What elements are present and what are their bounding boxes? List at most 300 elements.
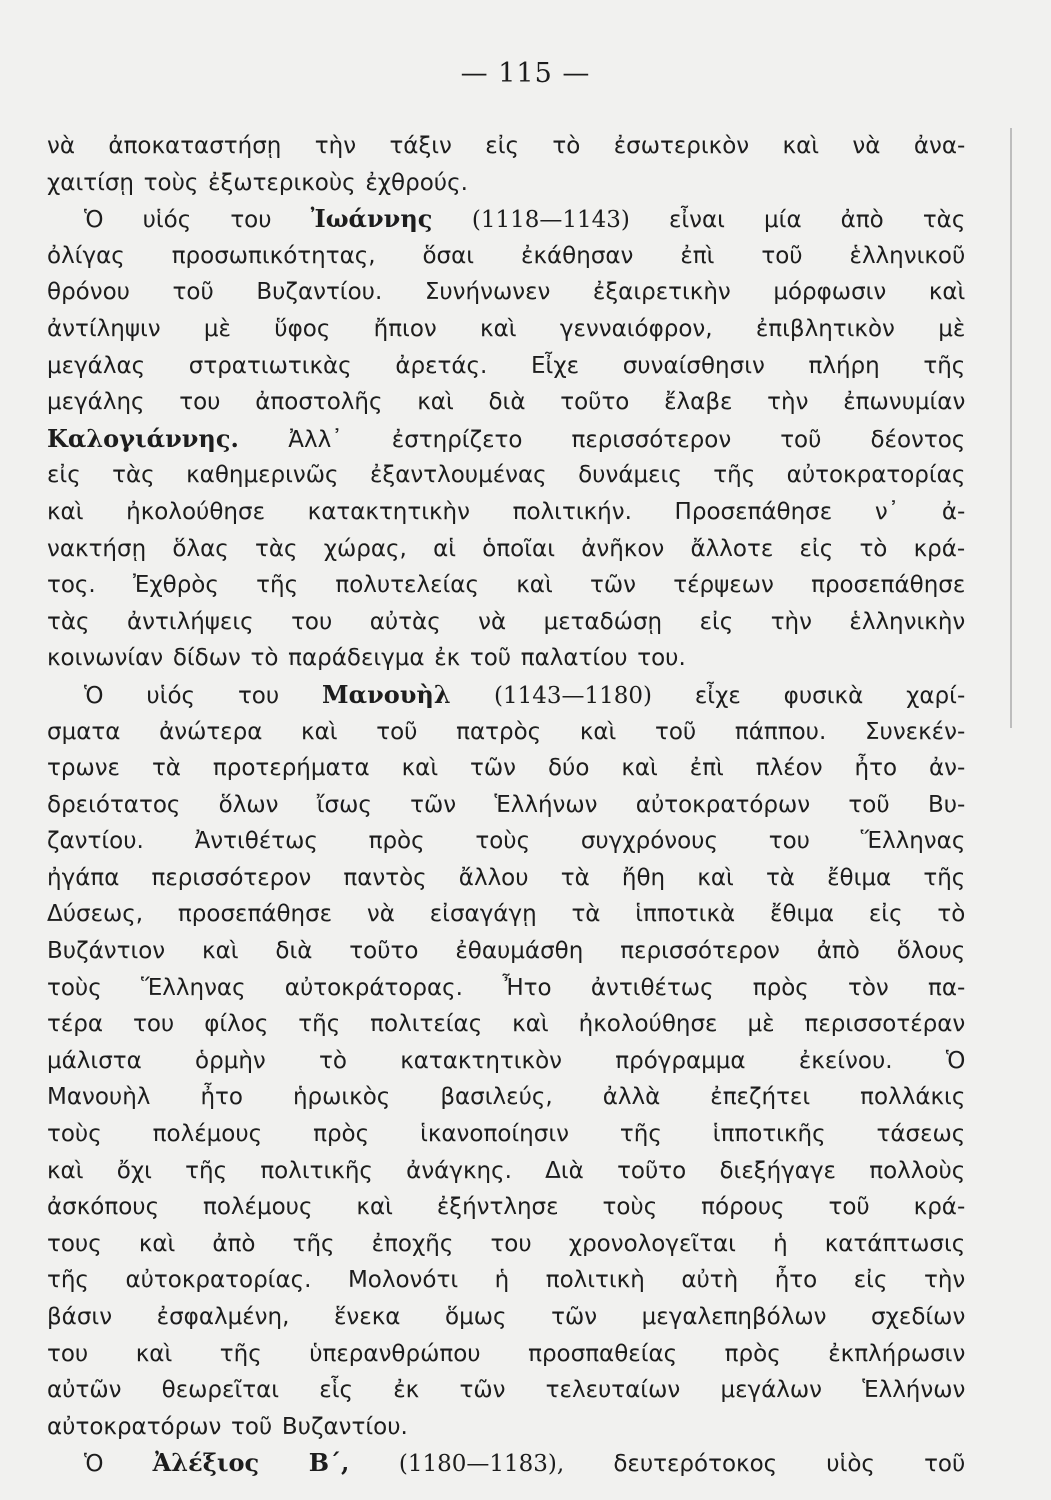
text-line (47, 1116, 975, 1153)
word: τὰς (112, 462, 155, 489)
word: δύο (547, 755, 590, 782)
bold-name: Μανουὴλ (322, 679, 451, 709)
word: ἱπποτικὰ (635, 901, 736, 928)
word: τὴν (923, 1267, 966, 1294)
word: Εἶχε (531, 352, 580, 379)
word: ὕφος (274, 315, 331, 342)
word: τοὺς (143, 169, 199, 196)
word: Δύσεως, (47, 901, 144, 928)
word: τοὺς (47, 974, 102, 1001)
word: δίδων (172, 645, 241, 672)
text-line (47, 1006, 975, 1043)
word: τοῦ (848, 791, 890, 818)
word: νὰ (852, 133, 881, 159)
word: Ὁ (945, 1047, 966, 1074)
word: τὰς (922, 207, 966, 234)
word: τοῦ (655, 718, 697, 745)
word: τὴν (314, 133, 357, 159)
word: τοῦ (376, 718, 418, 745)
word: πολλάκις (860, 1084, 966, 1111)
word: ἀνῆκον (581, 535, 665, 562)
word: ἐπεζήτει (710, 1084, 811, 1111)
word: καὶ (138, 1230, 176, 1257)
word: εἷς (319, 1377, 353, 1404)
word: ἀνώτερα (159, 718, 263, 745)
word: ἀνα- (913, 133, 966, 159)
word: ἐπωνυμίαν (843, 389, 966, 416)
word: Συνήνωνεν (424, 279, 551, 306)
word: περισσότερον (620, 938, 780, 965)
word: ἀντιθέτως (590, 974, 714, 1001)
word: μεγαλεπηβόλων (641, 1304, 827, 1330)
word: χαιτίσῃ (47, 169, 135, 196)
word: Βυζαντίου. (256, 279, 383, 306)
word: μεγάλης (47, 389, 145, 416)
word: εἰς (799, 535, 834, 562)
word: τῶν (459, 1377, 506, 1404)
word: τῶν (410, 791, 457, 818)
word: ἴσως (316, 791, 372, 818)
word: τὴν (767, 389, 809, 416)
word: τοῦ (780, 426, 822, 453)
text-line (47, 238, 975, 275)
page-number: — 115 — (460, 58, 591, 89)
word: φυσικὰ (783, 682, 864, 709)
word: συναίσθησιν (622, 352, 765, 379)
word: ὅλους (896, 938, 966, 965)
word: μόρφωσιν (773, 279, 887, 306)
word: καθημερινῶς (186, 462, 339, 489)
word: ἐξήντλησε (436, 1194, 559, 1221)
word: Ἕλληνας (140, 974, 246, 1001)
word: πολιτικήν. (512, 498, 632, 525)
word: τοὺς (47, 1121, 102, 1148)
word: υἱός (146, 682, 196, 709)
word: Ἑλλήνων (494, 791, 598, 818)
bold-name: Ἀλέξιος (152, 1448, 260, 1478)
word: (1143—1180) (493, 682, 652, 709)
text-line (47, 128, 975, 165)
word: ἐκπλήρωσιν (828, 1340, 966, 1367)
word: τὸ (859, 535, 888, 562)
word: τῆς (298, 1011, 341, 1038)
word: διεξήγαγε (719, 1157, 836, 1184)
word: ἤθη (621, 864, 666, 891)
word: πλέον (755, 755, 823, 782)
word: ἐπὶ (680, 242, 715, 269)
word: νὰ (366, 901, 395, 928)
word: σματα (47, 718, 121, 745)
word: αὐτοκρατορίας (786, 462, 966, 489)
word: αὐτοκρατόρων (47, 1413, 222, 1440)
word: εἰς (853, 1267, 888, 1294)
word: πατρὸς (456, 718, 542, 745)
word: πολιτικὴ (545, 1267, 645, 1294)
word: περισσότερον (151, 864, 312, 891)
word: Ἀντιθέτως (194, 828, 318, 855)
word: Συνεκέν- (864, 718, 966, 745)
word: τῆς (923, 864, 966, 891)
word: (1180—1183), (398, 1451, 565, 1478)
word: ἔλαβε (664, 389, 733, 416)
word: τέρα (47, 1011, 104, 1038)
word: χαρί- (906, 682, 966, 709)
word: ἐπὶ (689, 755, 724, 782)
word: ἑλληνικὴν (849, 608, 966, 635)
word: καὶ (516, 572, 553, 599)
word: ἐποχῆς (371, 1230, 454, 1257)
word: καὶ (697, 864, 734, 891)
word: ν᾽ (874, 498, 900, 525)
word: ἐστηρίζετο (391, 426, 523, 453)
word: καὶ (928, 279, 966, 306)
text-line (47, 274, 975, 311)
word: ἀλλὰ (602, 1084, 661, 1111)
word: τάσεως (876, 1121, 966, 1148)
word: πάππου. (734, 718, 827, 745)
word: κατάπτωσις (824, 1230, 966, 1257)
word: πόρους (701, 1194, 785, 1221)
word: ἐκάθησαν (521, 242, 634, 269)
bold-name: Καλογιάννης. (47, 423, 239, 453)
word: καὶ (47, 498, 84, 525)
text-line (47, 604, 975, 641)
word: μεταδώσῃ (543, 608, 663, 635)
text-line (47, 457, 975, 494)
word: του (133, 1011, 175, 1038)
word: (1118—1143) (471, 207, 630, 234)
word: αὐτοκρατορίας. (125, 1267, 312, 1294)
word: κατακτητικὸν (400, 1047, 562, 1074)
word: ἡ (773, 1230, 788, 1257)
word: τὰς (254, 535, 298, 562)
word: του (47, 1340, 89, 1367)
text-line (47, 311, 975, 348)
word: εἰς (485, 133, 520, 159)
body-text (47, 128, 975, 1482)
word: ἀντίληψιν (47, 315, 161, 342)
text-line (47, 1153, 975, 1190)
word: τοῦτο (617, 1157, 687, 1184)
word: προσεπάθησε (811, 572, 966, 599)
word: συγχρόνους (580, 828, 718, 855)
text-line (47, 165, 975, 202)
word: ἐχθρούς. (365, 169, 468, 196)
bold-name: Β΄, (308, 1448, 350, 1478)
word: του (291, 608, 333, 635)
text-line (47, 494, 975, 531)
bold-name: Ἰωάννης (310, 204, 433, 234)
word: του (768, 828, 810, 855)
word: Ὁ (84, 207, 104, 234)
word: μὲ (203, 315, 231, 342)
word: τῆς (185, 1157, 228, 1184)
text-line (47, 531, 975, 568)
word: τοῦ (761, 242, 803, 269)
word: καὶ (135, 1340, 173, 1367)
word: αἱ (433, 535, 457, 562)
word: ζαντίου. (47, 828, 144, 855)
text-line (47, 384, 975, 421)
word: ὅμως (445, 1304, 507, 1330)
word: ἐξωτερικοὺς (208, 169, 356, 196)
text-line (47, 1043, 975, 1080)
word: αὐτὴ (681, 1267, 739, 1294)
word: τοῦ (231, 1413, 273, 1440)
word: ἠκολούθησε (578, 1011, 718, 1038)
word: Ἀλλ᾽ (288, 426, 343, 453)
text-line (47, 750, 975, 787)
word: ἦτο (774, 1267, 818, 1294)
word: βασιλεύς, (440, 1084, 553, 1111)
word: υἱὸς (826, 1451, 875, 1478)
word: ἀ- (941, 498, 966, 525)
word: Διὰ (545, 1157, 584, 1184)
word: ὄχι (116, 1157, 152, 1184)
word: στρατιωτικὰς (188, 352, 352, 379)
word: ἡ (494, 1267, 510, 1294)
word: νὰ (47, 133, 76, 159)
word: αὐτὰς (369, 608, 441, 635)
text-line (47, 677, 975, 714)
word: του. (637, 645, 686, 672)
word: τοῦ (172, 279, 214, 306)
word: ἐκείνου. (798, 1047, 893, 1074)
word: τὸ (250, 645, 279, 672)
word: τῶν (470, 755, 517, 782)
word: μάλιστα (47, 1047, 142, 1074)
word: κρά- (913, 1194, 966, 1221)
word: θεωρεῖται (161, 1377, 280, 1404)
word: πολιτείας (370, 1011, 483, 1038)
word: ἀντιλήψεις (126, 608, 254, 635)
word: τοῦ (924, 1451, 966, 1478)
word: τὰ (571, 901, 601, 928)
word: πρὸς (368, 828, 425, 855)
word: πολιτικῆς (260, 1157, 373, 1184)
word: ὑπερανθρώπου (309, 1340, 481, 1367)
word: τῆς (47, 1267, 89, 1294)
text-line (47, 896, 975, 933)
word: τοῦτο (560, 389, 630, 416)
word: Προσεπάθησε (674, 498, 833, 525)
word: πα- (927, 974, 966, 1001)
word: δέοντος (870, 426, 966, 453)
word: τῆς (256, 572, 299, 599)
word: τὰ (765, 864, 795, 891)
text-line (47, 201, 975, 238)
word: ἠκολούθησε (126, 498, 266, 525)
word: μὲ (938, 315, 966, 342)
word: μεγάλων (720, 1377, 822, 1404)
text-line (47, 933, 975, 970)
word: τοῦ (469, 645, 512, 672)
word: κατακτητικὴν (307, 498, 470, 525)
text-line (47, 640, 975, 677)
word: παντὸς (343, 864, 427, 891)
word: ἀπὸ (212, 1230, 256, 1257)
word: τοὺς (602, 1194, 658, 1221)
word: τάξιν (389, 133, 452, 159)
word: καὶ (417, 389, 454, 416)
word: πρόγραμμα (615, 1047, 746, 1074)
word: αὐτῶν (47, 1377, 122, 1404)
word: τῆς (923, 352, 966, 379)
word: ἀνάγκης. (406, 1157, 512, 1184)
word: Μανουὴλ (47, 1084, 151, 1111)
word: εἰς (699, 608, 734, 635)
word: ἦτο (854, 755, 898, 782)
word: διὰ (275, 938, 313, 965)
word: ἔθιμα (827, 864, 892, 891)
text-line (47, 1189, 975, 1226)
word: ἐσφαλμένη, (156, 1304, 290, 1330)
word: εἶχε (694, 682, 741, 709)
text-line (47, 1299, 975, 1336)
word: του (179, 389, 221, 416)
word: καὶ (579, 718, 617, 745)
word: ὁποῖαι (482, 535, 555, 562)
text-line (47, 714, 975, 751)
word: ἐκ (434, 645, 461, 672)
word: εἶναι (668, 207, 725, 234)
word: ἀπὸ (840, 207, 884, 234)
word: προσωπικότητας, (171, 242, 376, 269)
word: ἦτο (200, 1084, 243, 1111)
word: τους (47, 1230, 102, 1257)
word: δρειότατος (47, 791, 181, 818)
word: τῆς (619, 1121, 662, 1148)
word: προσπαθείας (528, 1340, 678, 1367)
text-line (47, 1262, 975, 1299)
text-line (47, 970, 975, 1007)
word: ἀν- (928, 755, 966, 782)
word: του (490, 1230, 532, 1257)
word: ἀρετάς. (395, 352, 488, 379)
word: καὶ (356, 1194, 393, 1221)
word: περισσοτέραν (804, 1011, 966, 1038)
word: Ἦτο (502, 974, 552, 1001)
text-line (47, 421, 975, 458)
word: γενναιόφρον, (559, 315, 713, 342)
word: ἐκ (393, 1377, 420, 1404)
word: πρὸς (724, 1340, 781, 1367)
word: αὐτοκράτορας. (284, 974, 463, 1001)
word: εἰσαγάγῃ (429, 901, 537, 928)
word: ὅσαι (422, 242, 475, 269)
word: τὸ (552, 133, 581, 159)
word: ἤπιον (373, 315, 437, 342)
word: ἐξαντλουμένας (369, 462, 547, 489)
word: του (237, 682, 280, 709)
word: προτερήματα (212, 755, 370, 782)
text-line (47, 1226, 975, 1263)
word: τῆς (292, 1230, 335, 1257)
word: θρόνου (47, 279, 130, 306)
word: αὐτοκρατόρων (635, 791, 811, 818)
text-line (47, 823, 975, 860)
word: τῆς (713, 462, 756, 489)
word: καὶ (301, 718, 338, 745)
word: μὲ (747, 1011, 775, 1038)
word: προσεπάθησε (177, 901, 333, 928)
word: ἐσωτερικὸν (613, 133, 750, 159)
word: ἱπποτικῆς (712, 1121, 826, 1148)
word: τὰ (151, 755, 181, 782)
word: τὸν (848, 974, 889, 1001)
text-line (47, 787, 975, 824)
word: ἔθιμα (769, 901, 835, 928)
word: πλήρη (808, 352, 880, 379)
word: τοῦ (828, 1194, 870, 1221)
word: πολέμους (152, 1121, 263, 1148)
word: μία (764, 207, 802, 234)
word: τὰ (560, 864, 590, 891)
word: καὶ (202, 938, 239, 965)
word: τῶν (590, 572, 636, 599)
word: ἀπὸ (816, 938, 860, 965)
text-line (47, 348, 975, 385)
word: δυνάμεις (578, 462, 682, 489)
word: πρὸς (752, 974, 809, 1001)
word: καὶ (782, 133, 820, 159)
word: τὴν (770, 608, 812, 635)
word: καὶ (512, 1011, 549, 1038)
word: χρονολογεῖται (568, 1230, 736, 1257)
word: δευτερότοκος (613, 1451, 778, 1478)
word: τοὺς (475, 828, 531, 855)
word: χώρας, (323, 535, 407, 562)
word: τὸ (937, 901, 966, 928)
word: ἄλλου (458, 864, 529, 891)
word: ὀλίγας (47, 242, 125, 269)
text-line (47, 567, 975, 604)
word: Βυζάντιον (47, 938, 166, 965)
word: του (230, 207, 272, 234)
text-line (47, 1372, 975, 1409)
word: ἠγάπα (47, 864, 120, 891)
word: ἐθαυμάσθη (455, 938, 584, 965)
word: καὶ (47, 1157, 84, 1184)
text-line (47, 860, 975, 897)
margin-rule (1010, 128, 1012, 728)
word: Ἑλλήνων (862, 1377, 966, 1404)
word: παλατίου (520, 645, 628, 672)
word: ἱκανοποίησιν (420, 1121, 569, 1148)
word: πολέμους (203, 1194, 313, 1221)
word: ἀποστολῆς (255, 389, 383, 416)
word: καὶ (621, 755, 658, 782)
word: ἑλληνικοῦ (849, 242, 966, 269)
word: κοινωνίαν (47, 645, 164, 672)
word: Ἐχθρὸς (133, 572, 219, 599)
word: πολλοὺς (869, 1157, 966, 1184)
word: κρά- (913, 535, 966, 562)
word: πολυτελείας (335, 572, 479, 599)
word: μεγάλας (47, 352, 146, 379)
word: Μολονότι (347, 1267, 459, 1294)
word: εἰς (868, 901, 903, 928)
word: ἡρωικὸς (292, 1084, 391, 1111)
word: φίλος (204, 1011, 269, 1038)
word: τος. (47, 572, 96, 599)
word: ἕνεκα (334, 1304, 401, 1330)
word: παράδειγμα (288, 645, 425, 672)
word: ἄλλοτε (690, 535, 774, 562)
word: τελευταίων (545, 1377, 681, 1404)
word: τῶν (551, 1304, 598, 1330)
word: πρὸς (313, 1121, 370, 1148)
